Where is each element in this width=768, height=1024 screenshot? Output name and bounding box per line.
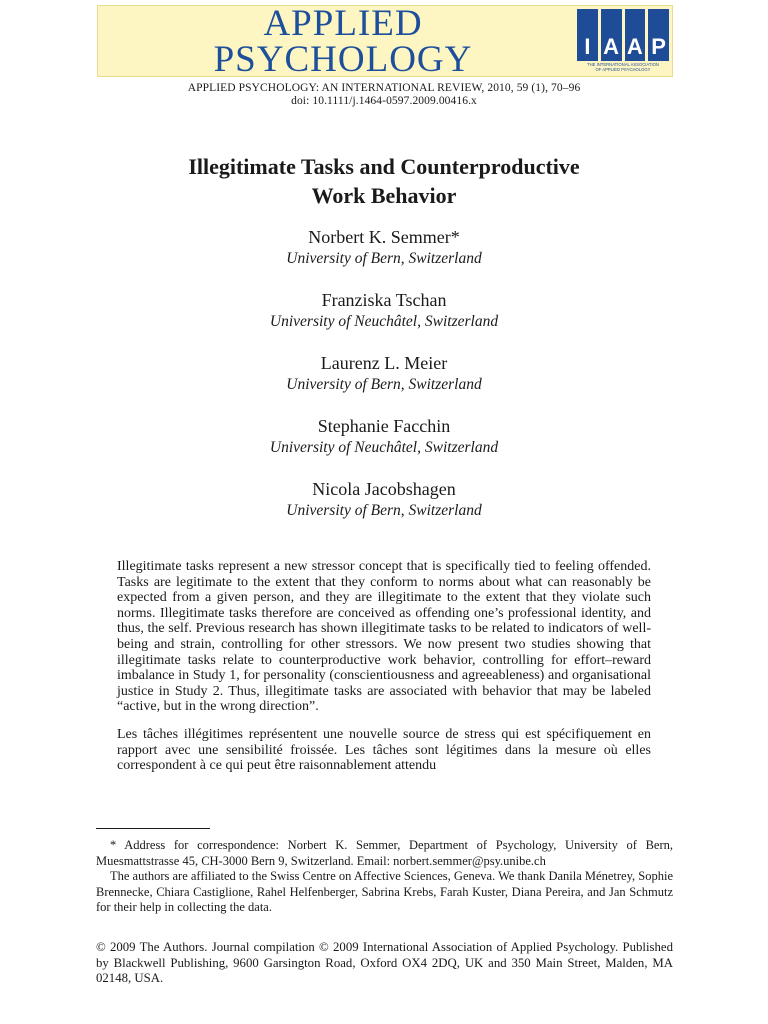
paper-title [0,152,768,210]
author-affiliation: University of Bern, Switzerland [286,250,482,267]
citation-line1: APPLIED PSYCHOLOGY: AN INTERNATIONAL REVIEW, 2010, 59 (1), 70–96 [187,82,581,94]
paper-title-line2: Work Behavior [311,183,457,208]
author-affiliation: University of Neuchâtel, Switzerland [269,313,499,330]
abstract [117,559,651,786]
logo-letter: A [601,9,622,61]
journal-title-line2: PSYCHOLOGY [213,39,473,80]
logo-letters [577,9,669,61]
paper-title-line1: Illegitimate Tasks and Counterproductive [188,154,580,179]
logo-caption-line1: THE INTERNATIONAL ASSOCIATION [587,62,659,67]
author-block [0,226,768,289]
author-affiliation: University of Bern, Switzerland [286,502,482,519]
author-name: Norbert K. Semmer* [308,227,460,247]
author-name: Franziska Tschan [321,290,447,310]
correspondence-footnote: * Address for correspondence: Norbert K. Semmer, Department of Psychology, University of Bern, Muesmattstrasse 45, CH-3000 Bern 9, Switzerland. Email: norbert.semmer@psy.unibe.ch [96,838,673,868]
abstract-english: Illegitimate tasks represent a new stressor concept that is specifically tied to feeling offended. Tasks are legitimate to the extent that they conform to norms about what can reasonably be expected from a given person, and they are illegitimate to the extent that they violate such norms. Illegitimate tasks therefore are conceived as offending one’s professional identity, and thus, the self. Previous research has shown illegitimate tasks to be related to indicators of well-being and strain, controlling for other stressors. We now present two studies showing that illegitimate tasks relate to counterproductive work behavior, controlling for effort–reward imbalance in Study 1, for personality (conscientiousness and agreeableness) and organisational justice in Study 2. Thus, illegitimate tasks are associated with behavior that may be labeled “active, but in the wrong direction”. [117,559,651,715]
logo-caption-line2: OF APPLIED PSYCHOLOGY [595,66,651,72]
author-name: Nicola Jacobshagen [312,479,456,499]
journal-title-line1: APPLIED [263,3,423,44]
logo-letter: P [648,9,669,61]
journal-title [98,3,588,80]
footnote-divider [96,828,210,829]
doi-line: doi: 10.1111/j.1464-0597.2009.00416.x [291,95,477,107]
author-block [0,352,768,415]
logo-letter: I [577,9,598,61]
author-name: Laurenz L. Meier [320,353,448,373]
logo-caption [577,63,669,72]
author-block [0,415,768,478]
author-list [0,226,768,541]
author-block [0,289,768,352]
author-name: Stephanie Facchin [317,416,451,436]
iaap-logo [577,9,669,73]
author-block [0,478,768,541]
logo-letter: A [625,9,646,61]
citation [0,82,768,108]
author-affiliation: University of Neuchâtel, Switzerland [269,439,499,456]
abstract-french: Les tâches illégitimes représentent une nouvelle source de stress qui est spécifiquement en rapport avec une sensibilité froissée. Les tâches sont légitimes dans la mesure où elles correspondent à ce qui peut être raisonnablement attendu [117,726,651,774]
journal-banner [97,3,673,80]
author-affiliation: University of Bern, Switzerland [286,376,482,393]
acknowledgment-footnote: The authors are affiliated to the Swiss Centre on Affective Sciences, Geneva. We thank Danila Ménetrey, Sophie Brennecke, Chiara Castiglione, Rahel Helfenberger, Sabrina Krebs, Farah Kuster, Diana Pereira, and Jan Schmutz for their help in collecting the data. [96,869,673,915]
footnotes [96,838,673,916]
copyright-notice: © 2009 The Authors. Journal compilation © 2009 International Association of Applied Psychology. Published by Blackwell Publishing, 9600 Garsington Road, Oxford OX4 2DQ, UK and 350 Main Street, Malden, MA 02148, USA. [96,940,673,986]
